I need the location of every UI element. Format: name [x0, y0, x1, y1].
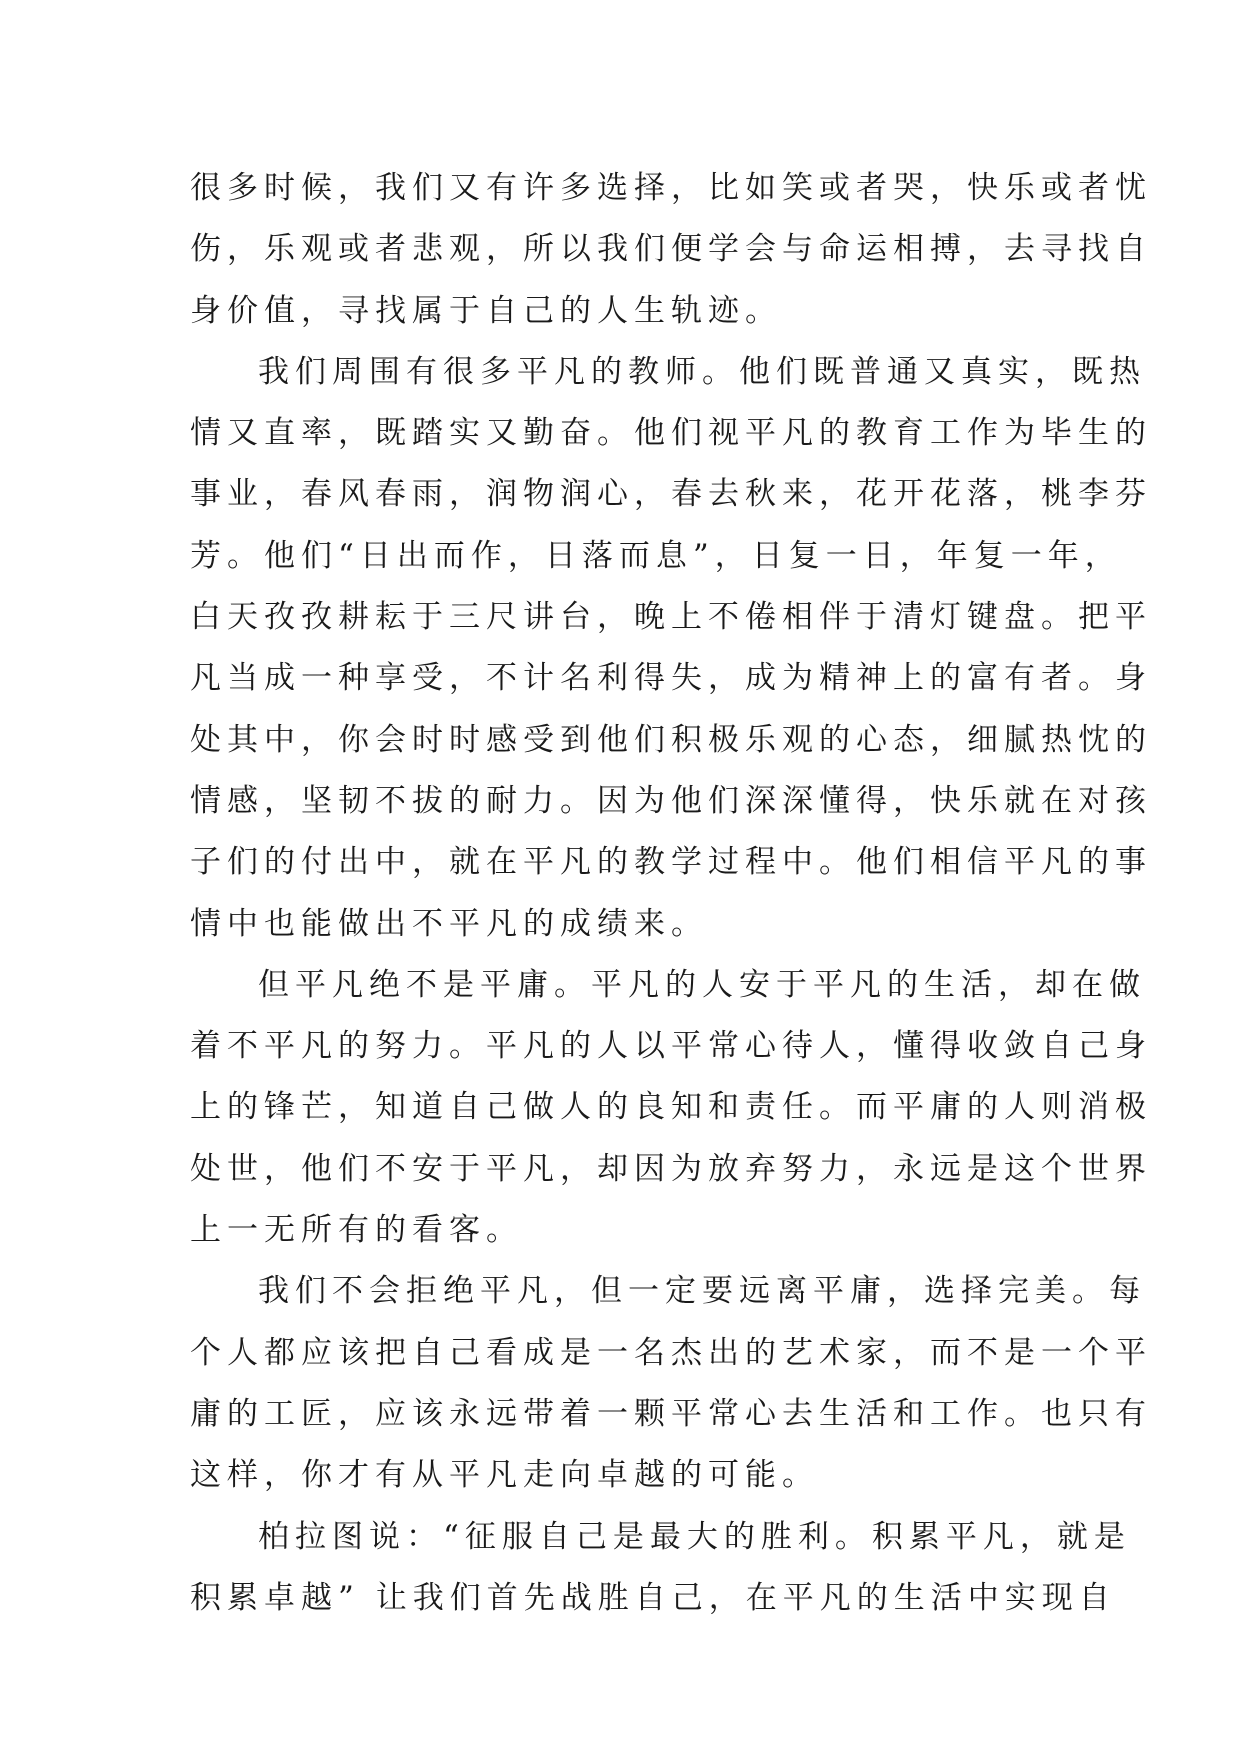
text-line: 着不平凡的努力。平凡的人以平常心待人，懂得收敛自己身: [190, 1028, 1152, 1065]
text-line: 处其中，你会时时感受到他们积极乐观的心态，细腻热忱的: [190, 721, 1152, 758]
text-line: 情中也能做出不平凡的成绩来。: [190, 905, 708, 942]
text-line: 个人都应该把自己看成是一名杰出的艺术家，而不是一个平: [190, 1334, 1152, 1371]
text-line: 身价值，寻找属于自己的人生轨迹。: [190, 292, 782, 329]
text-line: 伤，乐观或者悲观，所以我们便学会与命运相搏，去寻找自: [190, 231, 1152, 268]
text-line: 情感，坚韧不拔的耐力。因为他们深深懂得，快乐就在对孩: [190, 782, 1152, 819]
text-line: 我们不会拒绝平凡，但一定要远离平庸，选择完美。每: [258, 1273, 1146, 1310]
text-line: 子们的付出中，就在平凡的教学过程中。他们相信平凡的事: [190, 844, 1152, 881]
text-line: 我们周围有很多平凡的教师。他们既普通又真实，既热: [258, 353, 1146, 390]
text-line: 情又直率，既踏实又勤奋。他们视平凡的教育工作为毕生的: [190, 415, 1152, 452]
paragraph-1: [190, 158, 1152, 342]
text-line: 很多时候，我们又有许多选择，比如笑或者哭，快乐或者忧: [190, 170, 1152, 206]
text-line: 这样，你才有从平凡走向卓越的可能。: [190, 1457, 819, 1494]
text-line: 白天孜孜耕耘于三尺讲台，晚上不倦相伴于清灯键盘。把平: [190, 599, 1152, 636]
paragraph-2: [190, 342, 1152, 955]
text-line: 事业，春风春雨，润物润心，春去秋来，花开花落，桃李芬: [190, 476, 1152, 513]
text-line: 上一无所有的看客。: [190, 1212, 523, 1249]
text-line: 凡当成一种享受，不计名利得失，成为精神上的富有者。身: [190, 660, 1152, 697]
paragraph-3: [190, 955, 1152, 1261]
text-line: 柏拉图说：“征服自己是最大的胜利。积累平凡，就是: [258, 1518, 1131, 1555]
text-line: 庸的工匠，应该永远带着一颗平常心去生活和工作。也只有: [190, 1395, 1152, 1432]
text-line: 芳。他们“日出而作，日落而息”，日复一日，年复一年，: [190, 537, 1122, 574]
paragraph-4: [190, 1261, 1152, 1506]
text-line: 上的锋芒，知道自己做人的良知和责任。而平庸的人则消极: [190, 1089, 1152, 1126]
text-line: 积累卓越” 让我们首先战胜自己，在平凡的生活中实现自: [190, 1579, 1116, 1616]
text-line: 但平凡绝不是平庸。平凡的人安于平凡的生活，却在做: [258, 966, 1146, 1003]
body-text: [190, 158, 1152, 1629]
paragraph-5: [190, 1507, 1131, 1630]
text-line: 处世，他们不安于平凡，却因为放弃努力，永远是这个世界: [190, 1150, 1152, 1187]
